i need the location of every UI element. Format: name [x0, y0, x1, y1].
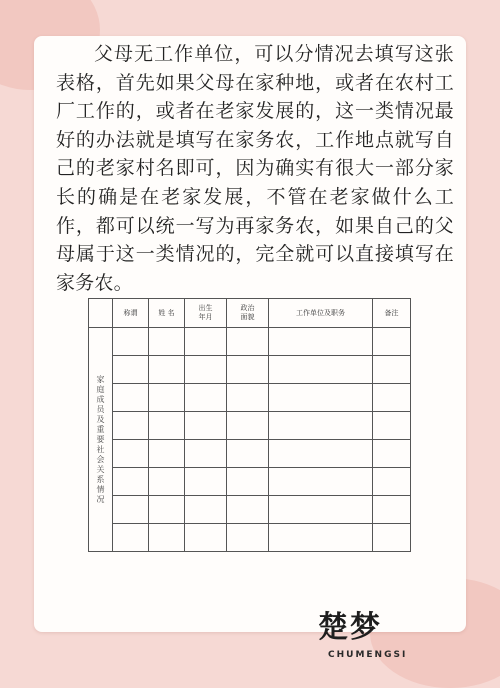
- table-cell: [269, 440, 373, 468]
- header-cell-blank: [89, 299, 113, 328]
- table-row: [89, 524, 411, 552]
- header-cell-name: 姓 名: [149, 299, 185, 328]
- table-cell: [149, 496, 185, 524]
- table-cell: [149, 524, 185, 552]
- table-cell: [113, 328, 149, 356]
- table-cell: [185, 496, 227, 524]
- watermark-main-text: 楚梦: [318, 610, 382, 645]
- table-cell: [373, 412, 411, 440]
- table-cell: [185, 440, 227, 468]
- table-cell: [227, 440, 269, 468]
- site-watermark-logo: [304, 602, 480, 660]
- table-cell: [113, 384, 149, 412]
- table-cell: [149, 440, 185, 468]
- table-cell: [113, 412, 149, 440]
- table-cell: [269, 524, 373, 552]
- side-label-text: 家庭成员及重要社会关系情况: [96, 374, 105, 505]
- family-members-table: [88, 298, 411, 552]
- table-cell: [373, 468, 411, 496]
- table-cell: [269, 496, 373, 524]
- table-cell: [113, 440, 149, 468]
- table-cell: [149, 328, 185, 356]
- table-cell: [185, 524, 227, 552]
- table-cell: [373, 384, 411, 412]
- table-cell: [269, 356, 373, 384]
- table-row: [89, 412, 411, 440]
- table-cell: [113, 468, 149, 496]
- table-cell: [373, 328, 411, 356]
- header-cell-birth: 出生年月: [185, 299, 227, 328]
- table-cell: [185, 412, 227, 440]
- table-row: [89, 328, 411, 356]
- table-row: [89, 468, 411, 496]
- header-cell-political: 政治面貌: [227, 299, 269, 328]
- table-header-row: [89, 299, 411, 328]
- side-label-cell: [89, 328, 113, 552]
- table-cell: [373, 524, 411, 552]
- table-cell: [149, 384, 185, 412]
- table-cell: [269, 412, 373, 440]
- table-cell: [149, 356, 185, 384]
- table-cell: [113, 524, 149, 552]
- table-cell: [113, 356, 149, 384]
- table-cell: [227, 384, 269, 412]
- table-cell: [149, 468, 185, 496]
- table-cell: [185, 328, 227, 356]
- body-paragraph: 父母无工作单位，可以分情况去填写这张表格，首先如果父母在家种地，或者在农村工厂工作的，或者在老家发展的，这一类情况最好的办法就是填写在家务农，工作地点就写自己的老家村名即可，因为确实有很大一部分家长的确是在老家发展，不管在老家做什么工作，都可以统一写为再家务农，如果自己的父母属于这一类情况的，完全就可以直接填写在家务农。: [56, 43, 454, 294]
- table-cell: [149, 412, 185, 440]
- header-cell-note: 备注: [373, 299, 411, 328]
- table-cell: [227, 468, 269, 496]
- table-cell: [373, 356, 411, 384]
- watermark-sub-text: CHUMENGSI: [328, 650, 408, 660]
- table-cell: [269, 468, 373, 496]
- table-cell: [269, 384, 373, 412]
- table-cell: [185, 384, 227, 412]
- table-cell: [113, 496, 149, 524]
- table-cell: [373, 496, 411, 524]
- header-cell-work: 工作单位及职务: [269, 299, 373, 328]
- table-row: [89, 496, 411, 524]
- table-row: [89, 384, 411, 412]
- table-row: [89, 356, 411, 384]
- table-cell: [373, 440, 411, 468]
- table-cell: [227, 496, 269, 524]
- table-cell: [227, 412, 269, 440]
- table-cell: [185, 356, 227, 384]
- table-cell: [227, 356, 269, 384]
- header-cell-relation: 称谓: [113, 299, 149, 328]
- table-cell: [185, 468, 227, 496]
- table-row: [89, 440, 411, 468]
- table-cell: [227, 328, 269, 356]
- table-cell: [227, 524, 269, 552]
- table-cell: [269, 328, 373, 356]
